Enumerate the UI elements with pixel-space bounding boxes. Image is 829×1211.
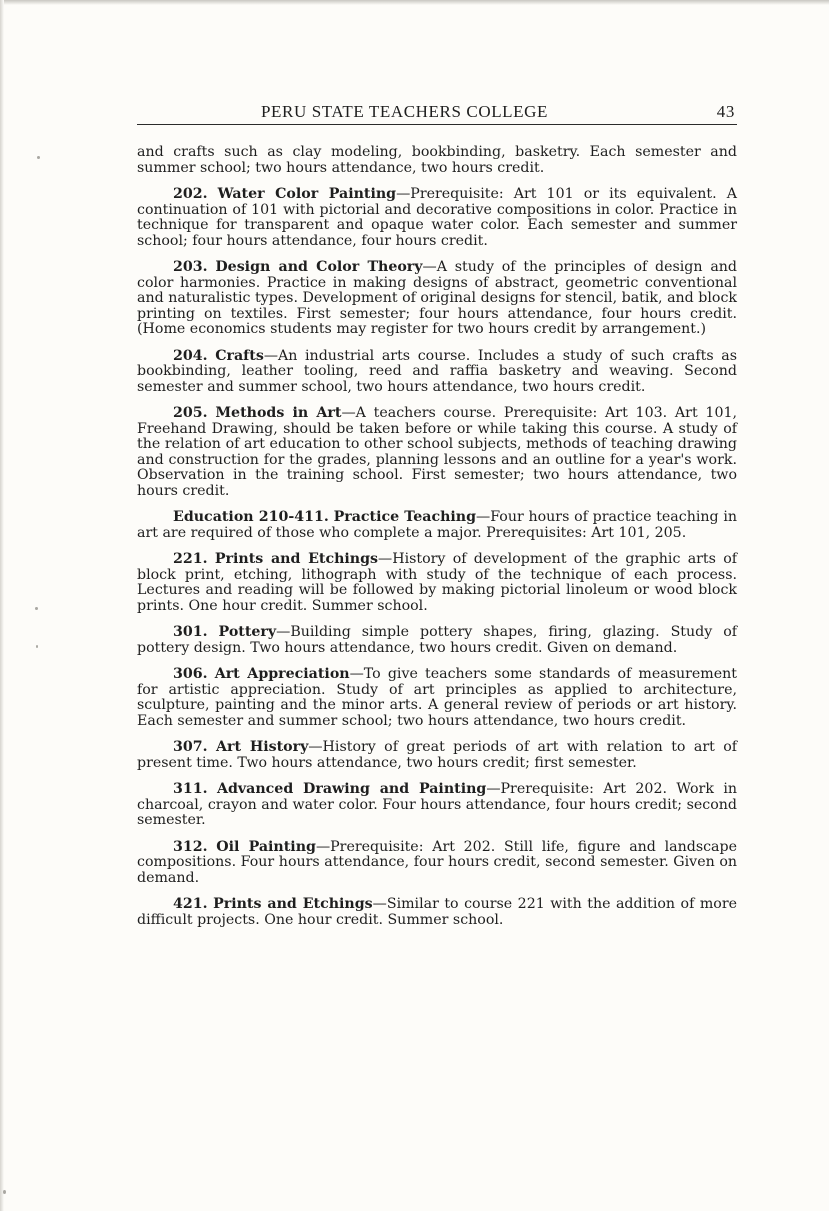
scan-speck	[3, 1190, 6, 1194]
course-title: Pottery	[218, 624, 277, 640]
course-number: 306.	[173, 666, 208, 682]
course-title: Methods in Art	[215, 405, 342, 421]
scan-speck	[37, 156, 40, 159]
course-entry	[137, 552, 737, 614]
course-description: —Four hours of practice teaching in art are required of those who complete a major. Prerequisites: Art 101, 205.	[137, 509, 737, 541]
course-description: —Prerequisite: Art 202. Still life, figure and landscape compositions. Four hours attendance, four hours credit, second semester. Given on demand.	[137, 838, 737, 886]
course-entry	[137, 782, 737, 829]
course-title: Advanced Drawing and Painting	[216, 781, 487, 797]
course-number: 221.	[173, 551, 208, 567]
continued-paragraph: and crafts such as clay modeling, bookbinding, basketry. Each semester and summer school; two hours attendance, two hours credit.	[137, 144, 737, 176]
course-description: —Building simple pottery shapes, firing, glazing. Study of pottery design. Two hours attendance, two hours credit. Given on demand.	[137, 624, 737, 656]
course-title: Design and Color Theory	[215, 259, 423, 275]
scan-top-edge	[0, 0, 829, 5]
course-descriptions	[137, 145, 737, 928]
course-entry	[137, 625, 737, 656]
running-title: PERU STATE TEACHERS COLLEGE	[261, 102, 549, 121]
course-entry	[137, 510, 737, 541]
course-number: 205.	[173, 405, 208, 421]
course-number: 301.	[173, 624, 208, 640]
course-number: 421.	[173, 896, 208, 912]
course-description: —To give teachers some standards of measurement for artistic appreciation. Study of art principles as applied to architecture, sculpture, painting and the minor arts. A general review of periods or art history. Each semester and summer school; two hours attendance, two hours credit.	[137, 666, 737, 729]
course-description: —Similar to course 221 with the addition of more difficult projects. One hour credit. Summer school.	[137, 896, 737, 928]
course-description: —Prerequisite: Art 101 or its equivalent. A continuation of 101 with pictorial and decorative compositions in color. Practice in technique for transparent and opaque water color. Each semester and summer school; four hours attendance, four hours credit.	[137, 186, 737, 249]
course-title: Prints and Etchings	[213, 896, 373, 912]
course-entry	[137, 260, 737, 338]
course-title: Oil Painting	[216, 838, 316, 855]
course-number: 203.	[173, 259, 208, 275]
course-number: 202.	[173, 186, 208, 202]
course-description: —History of development of the graphic arts of block print, etching, lithograph with study of the technique of each process. Lectures and reading will be followed by making pictorial linoleum or wood block prints. One hour credit. Summer school.	[137, 551, 737, 614]
course-number: 307.	[173, 739, 208, 755]
course-entry	[137, 667, 737, 729]
course-number: 204.	[173, 347, 208, 364]
course-entry	[137, 187, 737, 249]
course-entry	[137, 897, 737, 928]
running-head	[137, 100, 737, 125]
scan-left-edge	[0, 0, 4, 1211]
course-title: Prints and Etchings	[214, 551, 379, 567]
course-description: —An industrial arts course. Includes a study of such crafts as bookbinding, leather tooling, reed and raffia basketry and weaving. Second semester and summer school, two hours attendance, two hours credit.	[137, 347, 737, 395]
scan-speck	[36, 645, 38, 648]
course-description: —A study of the principles of design and color harmonies. Practice in making designs of abstract, geometric conventional and naturalistic types. Development of original designs for stencil, batik, and block printing on textiles. First semester; four hours attendance, four hours credit. (Home economics students may register for two hours credit by arrangement.)	[137, 259, 737, 337]
course-entry	[137, 406, 737, 499]
catalog-page	[137, 100, 737, 939]
course-description: —A teachers course. Prerequisite: Art 103. Art 101, Freehand Drawing, should be taken before or while taking this course. A study of the relation of art education to other school subjects, methods of teaching drawing and construction for the grades, planning lessons and an outline for a year's work. Observation in the training school. First semester; two hours attendance, two hours credit.	[137, 405, 738, 499]
course-entry	[137, 740, 737, 771]
course-number: 311.	[173, 781, 208, 797]
course-title: Crafts	[215, 347, 264, 364]
course-entry	[137, 840, 737, 887]
course-description: —History of great periods of art with relation to art of present time. Two hours attendance, two hours credit; first semester.	[137, 739, 737, 771]
course-description: —Prerequisite: Art 202. Work in charcoal, crayon and water color. Four hours attendance, four hours credit; second semester.	[137, 781, 737, 828]
course-title: Art History	[215, 739, 309, 755]
course-number: 312.	[173, 838, 208, 855]
course-title: Art Appreciation	[214, 666, 350, 682]
course-number: Education 210-411.	[173, 509, 329, 525]
scan-speck	[35, 607, 38, 610]
page-number: 43	[716, 102, 735, 121]
course-title: Water Color Painting	[217, 186, 397, 202]
course-entry	[137, 349, 737, 396]
course-title: Practice Teaching	[333, 509, 477, 525]
